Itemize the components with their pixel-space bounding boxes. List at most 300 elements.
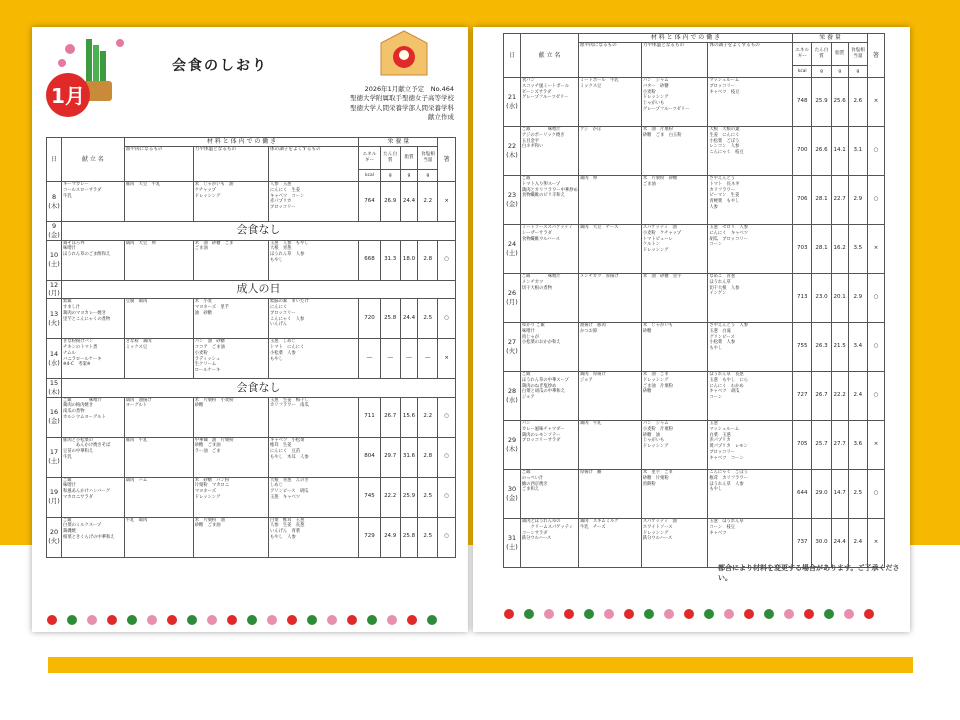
unit-g: g bbox=[380, 170, 400, 182]
protein-value: 26.9 bbox=[380, 182, 400, 222]
yellow-food-cell bbox=[641, 127, 708, 176]
cell-line: 砂糖 bbox=[642, 328, 652, 334]
menu-item: キーマカレー bbox=[63, 182, 89, 188]
menu-item: 鶏そぼろ丼 bbox=[63, 240, 85, 246]
weekday-label: (土) bbox=[48, 260, 60, 269]
cell-line: 赤パプリカ bbox=[270, 199, 292, 205]
menu-item: 切干大根の煮物 bbox=[521, 285, 552, 291]
cell-line: 砂糖 bbox=[194, 403, 204, 409]
kadomatsu-month-badge-icon bbox=[40, 29, 140, 119]
cell-line: 砂糖 ごま 白玉粉 bbox=[642, 132, 682, 138]
cell-line: いんげん bbox=[270, 322, 288, 328]
col-day-header: 日 bbox=[47, 138, 62, 182]
col-menu-header: 献 立 名 bbox=[62, 138, 125, 182]
cell-line: 砂糖 ごま油 bbox=[194, 523, 221, 529]
cell-line: コーン bbox=[709, 395, 723, 401]
cell-line: ブロッコリー bbox=[270, 310, 296, 316]
ornament-icon bbox=[247, 615, 257, 625]
menu-item: メンチカツ bbox=[521, 279, 544, 285]
day-cell bbox=[504, 470, 521, 519]
chopsticks-mark: ○ bbox=[438, 477, 456, 517]
fat-value: 24.4 bbox=[831, 519, 848, 568]
cell-line: キャベツ コーン bbox=[709, 455, 744, 461]
menu-cell bbox=[62, 517, 125, 557]
fat-value: 21.5 bbox=[831, 323, 848, 372]
fat-value: 25.6 bbox=[831, 78, 848, 127]
cell-line: 米 油 砂糖 里芋 bbox=[642, 274, 682, 280]
fat-value: 24.4 bbox=[400, 299, 418, 339]
ornament-icon bbox=[644, 609, 654, 619]
cell-line: 小松菜 人参 bbox=[709, 340, 736, 346]
cell-line: 椎茸 カリフラワー bbox=[709, 475, 749, 481]
cell-line: 人参 bbox=[709, 205, 718, 211]
yellow-food-cell bbox=[193, 240, 268, 280]
cell-line: もやし bbox=[709, 346, 723, 352]
ornament-icon bbox=[824, 609, 834, 619]
ornament-icon bbox=[127, 615, 137, 625]
cell-line: カリフラワー bbox=[709, 187, 736, 193]
table-row bbox=[47, 437, 456, 477]
protein-value: 22.2 bbox=[380, 477, 400, 517]
chopsticks-mark: × bbox=[868, 225, 885, 274]
cell-line: にんにく わかめ bbox=[709, 383, 744, 389]
chopsticks-mark: ○ bbox=[868, 470, 885, 519]
header-info-line: 聖徳大学附属取手聖徳女子高等学校 bbox=[350, 94, 454, 103]
chopsticks-mark: ○ bbox=[868, 127, 885, 176]
energy-value: 700 bbox=[793, 127, 812, 176]
red-food-cell bbox=[578, 78, 641, 127]
day-number: 9 bbox=[51, 222, 57, 231]
red-food-cell bbox=[124, 299, 193, 339]
ornament-icon bbox=[287, 615, 297, 625]
cell-line: 小麦粉 bbox=[194, 350, 208, 356]
protein-value: 23.0 bbox=[812, 274, 831, 323]
chopsticks-mark: ○ bbox=[438, 397, 456, 437]
green-food-cell bbox=[708, 225, 793, 274]
menu-item: アジのポーリック焼き bbox=[521, 132, 565, 138]
energy-value: 727 bbox=[793, 372, 812, 421]
ornament-icon bbox=[604, 609, 614, 619]
ornament-icon bbox=[664, 609, 674, 619]
weekday-label: (土) bbox=[506, 543, 518, 552]
menu-item: スコッチ風ミートボール bbox=[521, 83, 570, 89]
cell-line: かつお節 bbox=[579, 328, 598, 334]
cell-line: もやし 人参 bbox=[270, 535, 296, 541]
menu-item: クリームスパゲッティ bbox=[521, 524, 573, 530]
cell-line: いんげん 青菜 bbox=[270, 529, 301, 535]
fat-value: 15.6 bbox=[400, 397, 418, 437]
protein-value: 25.9 bbox=[812, 78, 831, 127]
menu-item: 根菜ときくらげの中華和え bbox=[63, 535, 115, 541]
menu-item: 小松菜のおかか和え bbox=[521, 340, 561, 346]
green-food-cell bbox=[708, 470, 793, 519]
menu-item: ご飯 bbox=[521, 176, 531, 182]
day-number: 12 bbox=[49, 280, 59, 289]
menu-item: 味噌汁 bbox=[521, 328, 535, 334]
protein-value: 25.8 bbox=[380, 299, 400, 339]
cell-line: 油 砂糖 bbox=[194, 310, 212, 316]
salt-value: 3.4 bbox=[848, 323, 867, 372]
table-row bbox=[47, 339, 456, 379]
weekday-label: (金) bbox=[48, 230, 60, 239]
menu-item: 豚肉と小松菜の bbox=[63, 437, 94, 443]
cell-line: 人参 玉葱 bbox=[270, 182, 292, 188]
menu-item: カルシウムヨーグルト bbox=[63, 415, 106, 421]
cell-line: 牛乳 チーズ bbox=[579, 524, 606, 530]
no-meal-note: 会食なし bbox=[62, 379, 456, 398]
menu-item: 食パン bbox=[521, 78, 535, 84]
chopsticks-mark: ○ bbox=[438, 437, 456, 477]
menu-item: ごま和え bbox=[521, 487, 540, 493]
nutrition-group-header: 栄 養 量 bbox=[359, 138, 438, 147]
new-year-decoration-border bbox=[44, 611, 456, 629]
fat-value: 25.9 bbox=[400, 477, 418, 517]
cell-line: きな粉 鶏肉 bbox=[125, 339, 152, 345]
chopsticks-mark: × bbox=[868, 78, 885, 127]
day-cell bbox=[504, 225, 521, 274]
cell-line: パン ジャム bbox=[642, 421, 669, 427]
ornament-icon bbox=[504, 609, 514, 619]
day-cell bbox=[47, 240, 62, 280]
menu-item: 肉じゃが bbox=[521, 334, 540, 340]
ornament-icon bbox=[147, 615, 157, 625]
no-meal-row bbox=[47, 379, 456, 398]
day-cell bbox=[47, 299, 62, 339]
red-food-cell bbox=[124, 517, 193, 557]
cell-line: ドレッシング bbox=[642, 444, 669, 450]
cell-line: ドレッシング bbox=[194, 193, 221, 199]
menu-item: ご飯 bbox=[63, 477, 72, 483]
cell-line: 中華麺 油 片栗粉 bbox=[194, 437, 234, 443]
cell-line: ほうれん草 長葱 bbox=[709, 372, 744, 378]
cell-line: 米 里芋 ごま bbox=[642, 470, 673, 476]
energy-value: 713 bbox=[793, 274, 812, 323]
day-number: 10 bbox=[49, 251, 59, 260]
new-year-decoration-border bbox=[501, 605, 881, 623]
cell-line: パン 油 砂糖 bbox=[194, 339, 225, 345]
menu-cell bbox=[520, 127, 578, 176]
green-food-cell bbox=[269, 437, 359, 477]
col-yellow-header: 力や体温となるもの bbox=[193, 147, 268, 182]
menu-item: コールスローサラダ bbox=[63, 187, 102, 193]
red-food-cell bbox=[124, 339, 193, 379]
cell-line: 米 油 砂糖 ごま bbox=[194, 240, 234, 246]
ornament-icon bbox=[307, 615, 317, 625]
weekday-label: (土) bbox=[506, 249, 518, 258]
cell-line: 米 片栗粉 油 bbox=[194, 517, 225, 523]
protein-value: 31.3 bbox=[380, 240, 400, 280]
protein-value: 28.1 bbox=[812, 225, 831, 274]
cell-line: メンチカツ 厚揚げ bbox=[579, 274, 619, 280]
table-row bbox=[47, 299, 456, 339]
day-number: 30 bbox=[507, 485, 517, 494]
green-food-cell bbox=[708, 372, 793, 421]
energy-value: 720 bbox=[359, 299, 380, 339]
cell-line: キャベツ 小松菜 bbox=[270, 437, 305, 443]
day-number: 16 bbox=[49, 408, 59, 417]
menu-item: ※4-C 考案※ bbox=[63, 362, 91, 368]
menu-cell bbox=[520, 274, 578, 323]
protein-value: 29.7 bbox=[380, 437, 400, 477]
unit-g: g bbox=[831, 66, 848, 78]
cell-line: 鶏肉 厚揚げ bbox=[579, 372, 606, 378]
red-food-cell bbox=[578, 176, 641, 225]
menu-item: 鶏磯焼 bbox=[63, 529, 76, 535]
table-row bbox=[504, 78, 885, 127]
menu-item: トマト入り卵スープ bbox=[521, 181, 561, 187]
day-number: 14 bbox=[49, 349, 59, 358]
menu-item: 鉄分ウルハース bbox=[521, 536, 552, 542]
menu-cell bbox=[62, 397, 125, 437]
cell-line: 鶏肉 大豆 卵 bbox=[125, 240, 156, 246]
col-yellow-header: 力や体温となるもの bbox=[641, 43, 708, 78]
chopsticks-mark: ○ bbox=[868, 323, 885, 372]
weekday-label: (火) bbox=[48, 318, 60, 327]
ornament-icon bbox=[544, 609, 554, 619]
cell-line: 玉葱 しめじ bbox=[270, 339, 296, 345]
salt-value: 2.4 bbox=[848, 519, 867, 568]
cell-line: 鶏肉 スキムミルク bbox=[579, 519, 619, 525]
menu-item: 鶏肉のねぎ塩炒め bbox=[521, 383, 557, 389]
day-cell bbox=[504, 127, 521, 176]
energy-value: 706 bbox=[793, 176, 812, 225]
col-fat-header: 脂質 bbox=[831, 43, 848, 66]
cell-line: じゃがいも bbox=[642, 101, 665, 107]
cell-line: 玉葱 セロリ 人参 bbox=[709, 225, 749, 231]
cell-line: 玉葱 もやし にら bbox=[709, 377, 749, 383]
menu-item: 白菜と胡瓜の中華和え bbox=[521, 389, 565, 395]
cell-line: 青梗菜 もやし bbox=[709, 199, 740, 205]
cell-line: 玉葱 白滝 bbox=[709, 328, 731, 334]
weekday-label: (土) bbox=[48, 457, 60, 466]
daruma-ema-icon bbox=[377, 29, 431, 79]
day-number: 21 bbox=[507, 93, 517, 102]
col-protein-header: たん白質 bbox=[812, 43, 831, 66]
cell-line: なめこ 青葱 bbox=[709, 274, 736, 280]
no-meal-note: 成人の日 bbox=[62, 280, 456, 299]
cell-line: 人参 生姜 長葱 bbox=[270, 523, 305, 529]
menu-item: ほうれん草の中華スープ bbox=[521, 377, 569, 383]
menu-item: コーンサラダ bbox=[521, 530, 548, 536]
cell-line: トマトピューレ bbox=[642, 236, 673, 242]
cell-line: ほうれん草 人参 bbox=[270, 252, 305, 258]
table-row bbox=[47, 397, 456, 437]
day-cell bbox=[504, 274, 521, 323]
cell-line: ピーマン 生姜 bbox=[709, 193, 740, 199]
ornament-icon bbox=[347, 615, 357, 625]
salt-value: 2.9 bbox=[848, 274, 867, 323]
cell-line: 小麦粉 bbox=[642, 89, 656, 95]
cell-line: 鉄分ウルハース bbox=[642, 536, 673, 542]
menu-item: 鶏肉のレモンソテー bbox=[521, 432, 561, 438]
salt-value: 2.5 bbox=[418, 299, 438, 339]
weekday-label: (木) bbox=[506, 151, 518, 160]
cell-line: 米 じゃがいも bbox=[642, 323, 673, 329]
cell-line: 玉葱 ほうれん草 bbox=[709, 519, 744, 525]
menu-cell bbox=[520, 176, 578, 225]
day-cell bbox=[504, 176, 521, 225]
weekday-label: (金) bbox=[48, 417, 60, 426]
weekday-label: (水) bbox=[506, 102, 518, 111]
weekday-label: (月) bbox=[48, 497, 60, 506]
yellow-food-cell bbox=[641, 372, 708, 421]
day-cell bbox=[47, 437, 62, 477]
nutrition-group-header: 栄 養 量 bbox=[793, 34, 868, 43]
day-number: 23 bbox=[507, 191, 517, 200]
cell-line: 白菜 玉葱 bbox=[709, 432, 731, 438]
col-red-header: 血や肉になるもの bbox=[124, 147, 193, 182]
menu-item: 牛乳 bbox=[63, 193, 72, 199]
protein-value: 28.1 bbox=[812, 176, 831, 225]
cell-line: さやえんどう 人参 bbox=[709, 323, 749, 329]
table-row bbox=[47, 182, 456, 222]
day-number: 28 bbox=[507, 387, 517, 396]
cell-line: マッシュルーム bbox=[709, 426, 740, 432]
page-title: 会食のしおり bbox=[172, 58, 268, 74]
fat-value: ― bbox=[400, 339, 418, 379]
ornament-icon bbox=[67, 615, 77, 625]
menu-item: のっぺい汁 bbox=[521, 475, 544, 481]
cell-line: 片栗粉 マカロニ bbox=[194, 483, 230, 489]
cell-line: 小麦粉 片栗粉 bbox=[642, 426, 673, 432]
weekday-label: (火) bbox=[506, 347, 518, 356]
weekday-label: (金) bbox=[506, 494, 518, 503]
cell-line: ミックス豆 bbox=[579, 83, 602, 89]
cell-line: レンコン 人参 bbox=[709, 144, 740, 150]
energy-value: 755 bbox=[793, 323, 812, 372]
menu-cell bbox=[520, 372, 578, 421]
col-energy-header: エネルギー bbox=[793, 43, 812, 66]
cell-line: 鶏肉 大豆 チーズ bbox=[579, 225, 619, 231]
yellow-food-cell bbox=[193, 299, 268, 339]
ornament-icon bbox=[267, 615, 277, 625]
green-food-cell bbox=[708, 323, 793, 372]
cell-line: ヨーグルト bbox=[125, 403, 148, 409]
menu-cell bbox=[520, 225, 578, 274]
fat-value: 14.7 bbox=[831, 470, 848, 519]
col-salt-header: 食塩相当量 bbox=[418, 147, 438, 170]
cell-line: コーン bbox=[709, 242, 723, 248]
cell-line: しめじ bbox=[270, 483, 283, 489]
green-food-cell bbox=[708, 421, 793, 470]
cell-line: 生クリーム bbox=[194, 362, 217, 368]
menu-item: ビーンズサラダ bbox=[521, 89, 552, 95]
cell-line: ごま油 bbox=[642, 181, 656, 187]
col-fat-header: 脂質 bbox=[400, 147, 418, 170]
weekday-label: (木) bbox=[506, 445, 518, 454]
month-badge-label: 1月 bbox=[51, 84, 85, 108]
salt-value: 2.8 bbox=[418, 437, 438, 477]
weekday-label: (木) bbox=[48, 387, 60, 396]
weekday-label: (木) bbox=[48, 201, 60, 210]
yellow-food-cell bbox=[193, 182, 268, 222]
menu-item: 味噌汁 bbox=[63, 246, 76, 252]
day-number: 19 bbox=[49, 488, 59, 497]
cell-line: 赤パプリカ bbox=[709, 438, 731, 444]
cell-line: 米 砂糖 パン粉 bbox=[194, 477, 230, 483]
ornament-icon bbox=[387, 615, 397, 625]
day-number: 24 bbox=[507, 240, 517, 249]
cell-line: ケチャップ bbox=[194, 187, 216, 193]
cell-line: ドレッシング bbox=[642, 95, 669, 101]
menu-cell bbox=[62, 240, 125, 280]
weekday-label: (月) bbox=[48, 289, 60, 298]
cell-line: 米 小麦 bbox=[194, 299, 212, 305]
cell-line: 米 片栗粉 砂糖 bbox=[642, 176, 678, 182]
menu-item: ご飯 味噌汁 bbox=[521, 127, 561, 133]
menu-cell bbox=[62, 437, 125, 477]
fat-value: 31.6 bbox=[400, 437, 418, 477]
header-info-block bbox=[350, 85, 454, 123]
cell-line: インゲン bbox=[709, 291, 727, 297]
cell-line: 椎茸 生姜 bbox=[270, 443, 292, 449]
menu-cell bbox=[62, 182, 125, 222]
weekday-label: (水) bbox=[48, 358, 60, 367]
day-number: 15 bbox=[49, 379, 59, 388]
salt-value: 2.8 bbox=[418, 240, 438, 280]
cell-line: カリフラワー 南瓜 bbox=[270, 403, 309, 409]
menu-item: パン bbox=[521, 421, 531, 427]
weekday-label: (月) bbox=[506, 298, 518, 307]
menu-item: 味噌汁 bbox=[63, 483, 76, 489]
table-row bbox=[504, 372, 885, 421]
cell-line: 大根 青葱 えのき bbox=[270, 477, 309, 483]
menu-item: ご飯 味噌汁 bbox=[521, 274, 561, 280]
cell-line: 牛乳 鶏肉 bbox=[125, 517, 148, 523]
menu-item: 鶏肉のマヨカレー焼き bbox=[63, 310, 107, 316]
ornament-icon bbox=[624, 609, 634, 619]
unit-g: g bbox=[418, 170, 438, 182]
yellow-food-cell bbox=[641, 225, 708, 274]
menu-item: 南瓜の煮物 bbox=[63, 409, 85, 415]
day-cell bbox=[47, 280, 62, 299]
ornament-icon bbox=[764, 609, 774, 619]
yellow-food-cell bbox=[641, 421, 708, 470]
cell-line: 鶏肉 油揚げ bbox=[125, 397, 152, 403]
cell-line: クルトン bbox=[642, 242, 660, 248]
fat-value: 22.7 bbox=[831, 176, 848, 225]
cell-line: 大根 青葱 bbox=[270, 246, 292, 252]
menu-item: ご飯 bbox=[521, 470, 531, 476]
cell-line: 小松菜 人参 bbox=[270, 350, 296, 356]
green-food-cell bbox=[269, 339, 359, 379]
ornament-icon bbox=[427, 615, 437, 625]
day-cell bbox=[47, 182, 62, 222]
menu-item: 食物繊維ウルハース bbox=[521, 236, 560, 242]
cell-line: ミートボール 牛乳 bbox=[579, 78, 619, 84]
col-day-header: 日 bbox=[504, 34, 521, 78]
yellow-food-cell bbox=[641, 176, 708, 225]
ornament-icon bbox=[227, 615, 237, 625]
yellow-food-cell bbox=[641, 470, 708, 519]
menu-item: 鶏肉とほうれん草の bbox=[521, 519, 561, 525]
unit-kcal: kcal bbox=[793, 66, 812, 78]
red-food-cell bbox=[578, 127, 641, 176]
yellow-food-cell bbox=[193, 339, 268, 379]
cell-line: 厚揚げ 鰆 bbox=[579, 470, 602, 476]
green-food-cell bbox=[708, 78, 793, 127]
cell-line: ドレッシング bbox=[642, 530, 669, 536]
menu-cell bbox=[520, 78, 578, 127]
ornament-icon bbox=[327, 615, 337, 625]
table-row bbox=[504, 225, 885, 274]
cell-line: キャベツ 枝豆 bbox=[709, 89, 740, 95]
col-chopsticks-header: 箸 bbox=[438, 138, 456, 182]
cell-line: にんにく 豆苗 bbox=[270, 449, 301, 455]
ornament-icon bbox=[367, 615, 377, 625]
cell-line: キャベツ 胡瓜 bbox=[709, 389, 740, 395]
fat-value: 16.2 bbox=[831, 225, 848, 274]
